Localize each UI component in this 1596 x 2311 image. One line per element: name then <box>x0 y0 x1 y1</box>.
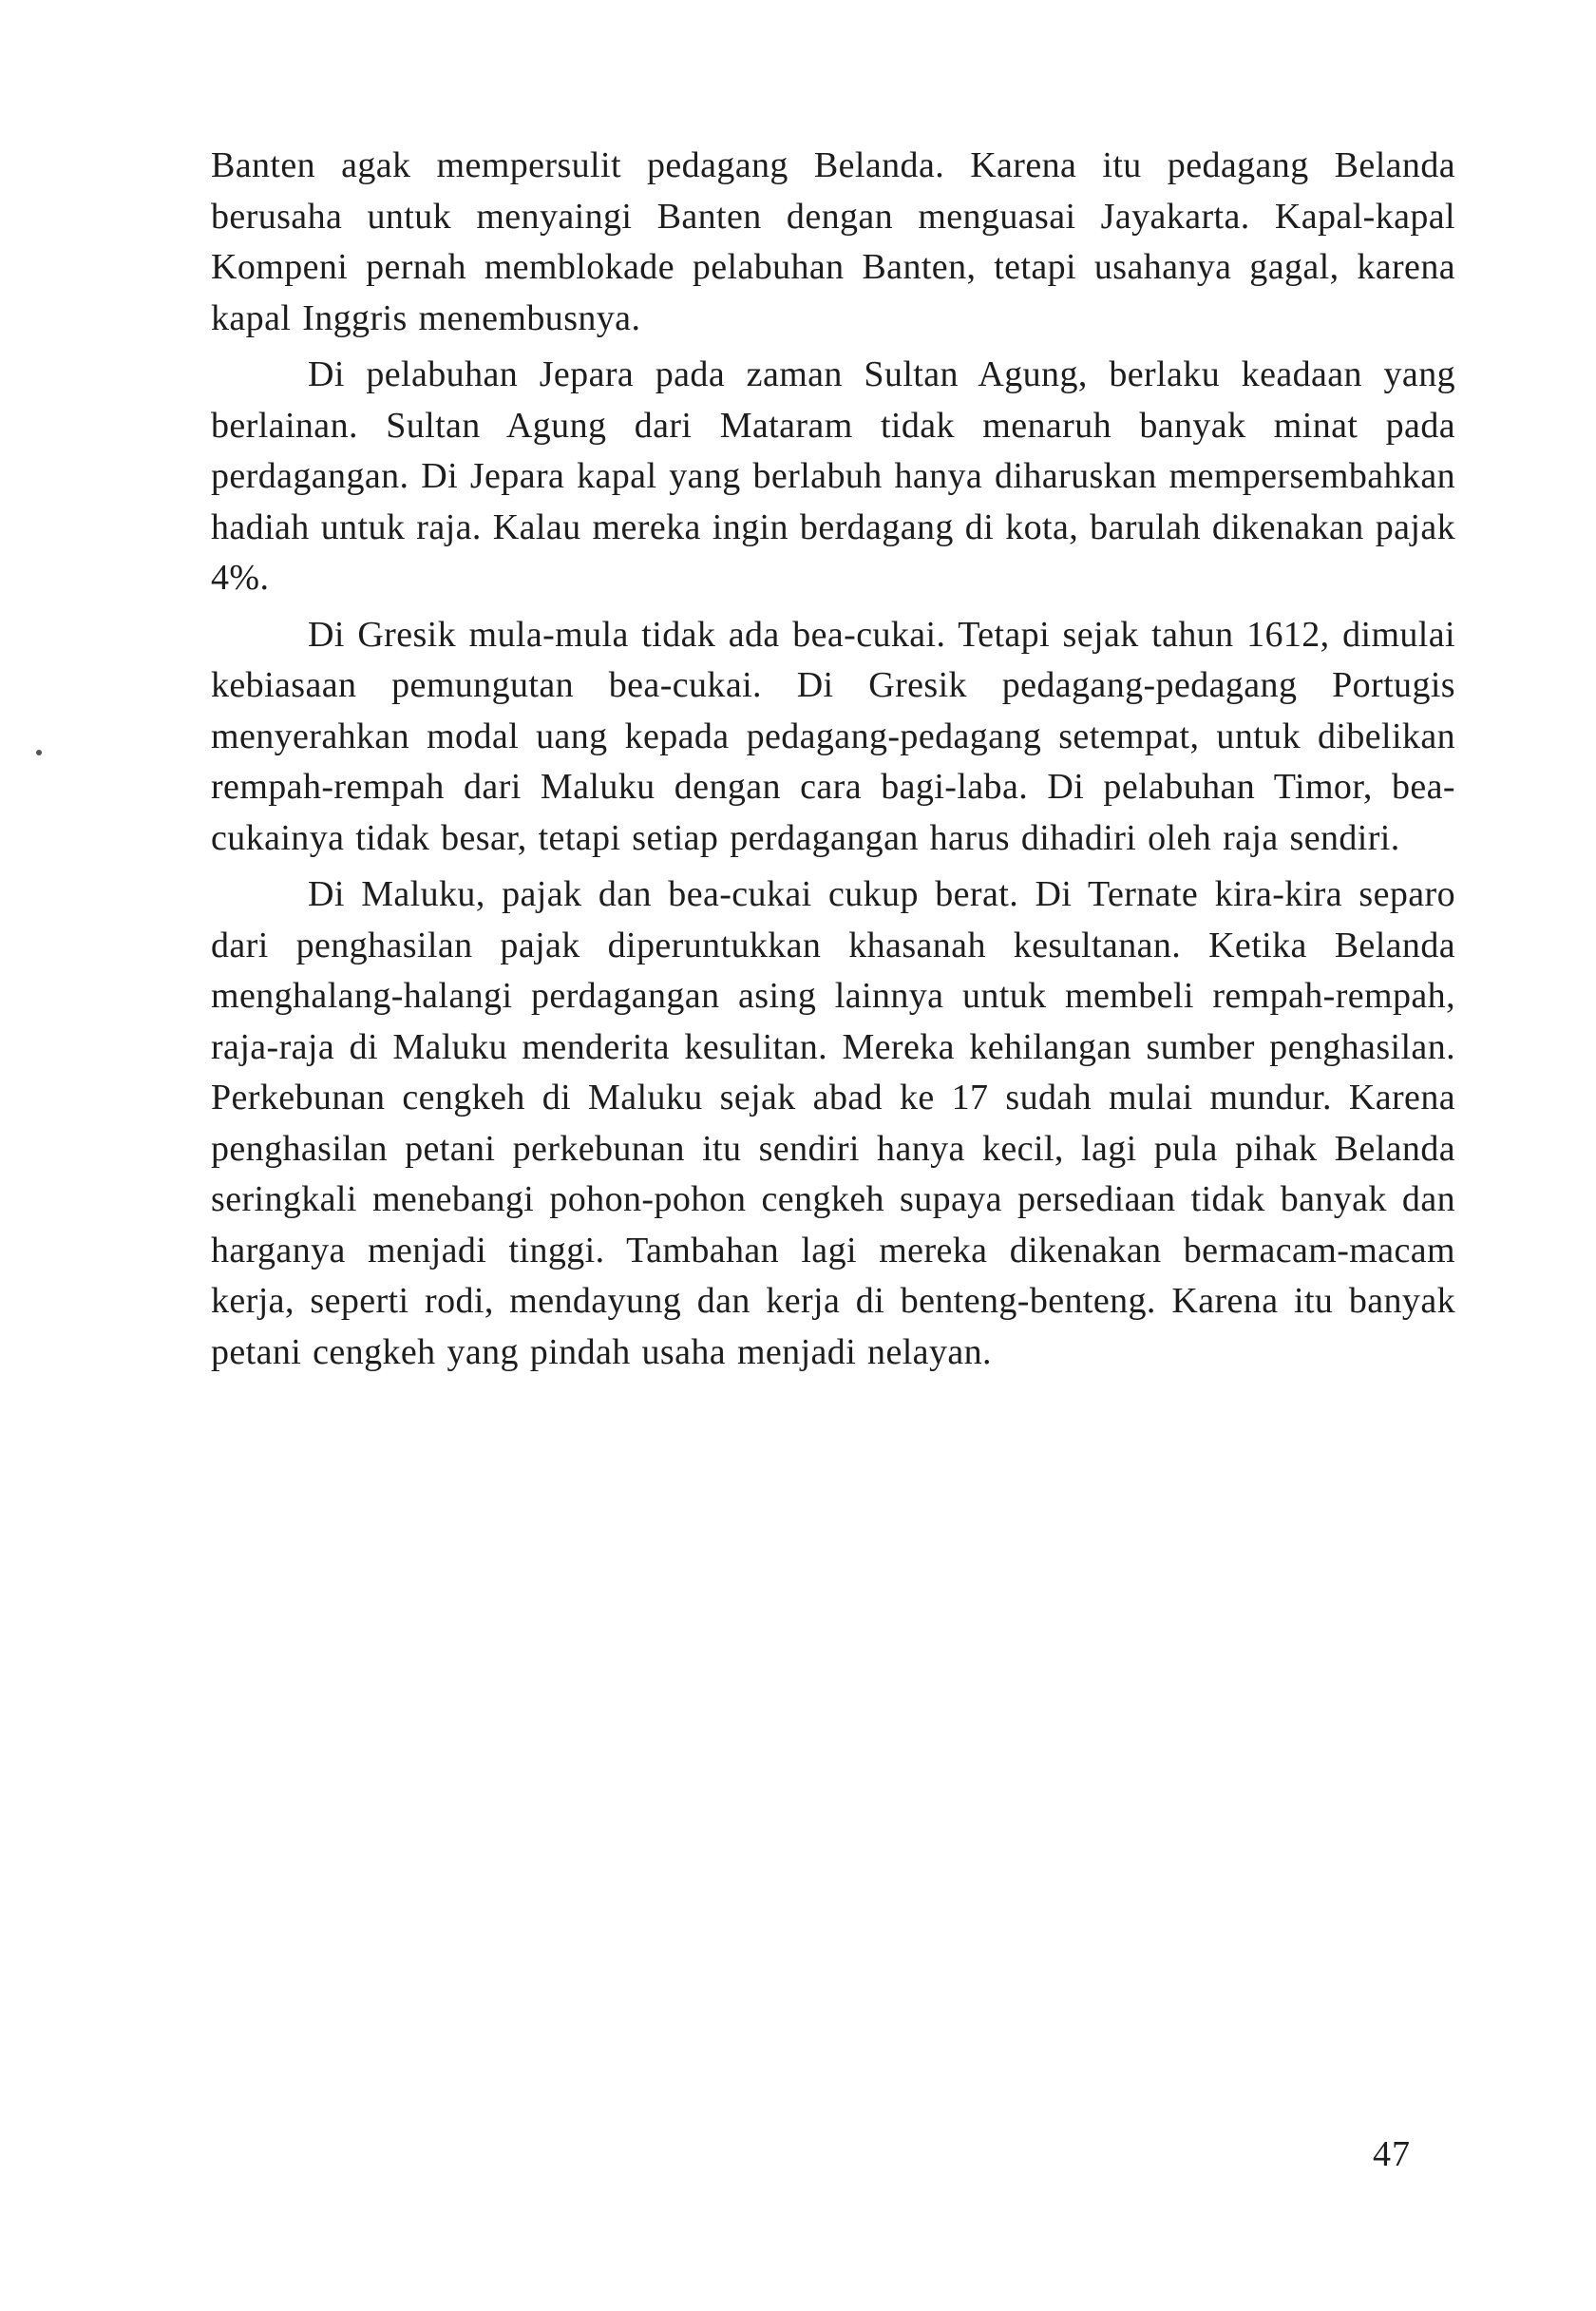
body-text <box>211 141 1455 1378</box>
paragraph-1: Banten agak mempersulit pedagang Belanda. Karena itu pedagang Belanda berusaha untuk menyaingi Banten dengan menguasai Jayakarta. Kapal-kapal Kompeni pernah memblokade pelabuhan Banten, tetapi usahanya gagal, karena kapal Inggris menembusnya. <box>211 145 1455 338</box>
paragraph-3: Di Gresik mula-mula tidak ada bea-cukai. Tetapi sejak tahun 1612, dimulai kebiasaan pemungutan bea-cukai. Di Gresik pedagang-pedagang Portugis menyerahkan modal uang kepada pedagang-pedagang setempat, untuk dibelikan rempah-rempah dari Maluku dengan cara bagi-laba. Di pelabuhan Timor, bea-cukainya tidak besar, tetapi setiap perdagangan harus dihadiri oleh raja sendiri. <box>211 614 1455 858</box>
paragraph-2: Di pelabuhan Jepara pada zaman Sultan Agung, berlaku keadaan yang berlainan. Sultan Agung dari Mataram tidak menaruh banyak minat pada perdagangan. Di Jepara kapal yang berlabuh hanya diharuskan mempersembahkan hadiah untuk raja. Kalau mereka ingin berdagang di kota, barulah dikenakan pajak 4%. <box>211 354 1455 598</box>
margin-speck <box>36 750 42 755</box>
paragraph-4: Di Maluku, pajak dan bea-cukai cukup berat. Di Ternate kira-kira separo dari penghasilan pajak diperuntukkan khasanah kesultanan. Ketika Belanda menghalang-halangi perdagangan asing lainnya untuk membeli rempah-rempah, raja-raja di Maluku menderita kesulitan. Mereka kehilangan sumber penghasilan. Perkebunan cengkeh di Maluku sejak abad ke 17 sudah mulai mundur. Karena penghasilan petani perkebunan itu sendiri hanya kecil, lagi pula pihak Belanda seringkali menebangi pohon-pohon cengkeh supaya persediaan tidak banyak dan harganya menjadi tinggi. Tambahan lagi mereka dikenakan bermacam-macam kerja, seperti rodi, mendayung dan kerja di benteng-benteng. Karena itu banyak petani cengkeh yang pindah usaha menjadi nelayan. <box>211 874 1455 1372</box>
page-number: 47 <box>1373 2134 1411 2174</box>
